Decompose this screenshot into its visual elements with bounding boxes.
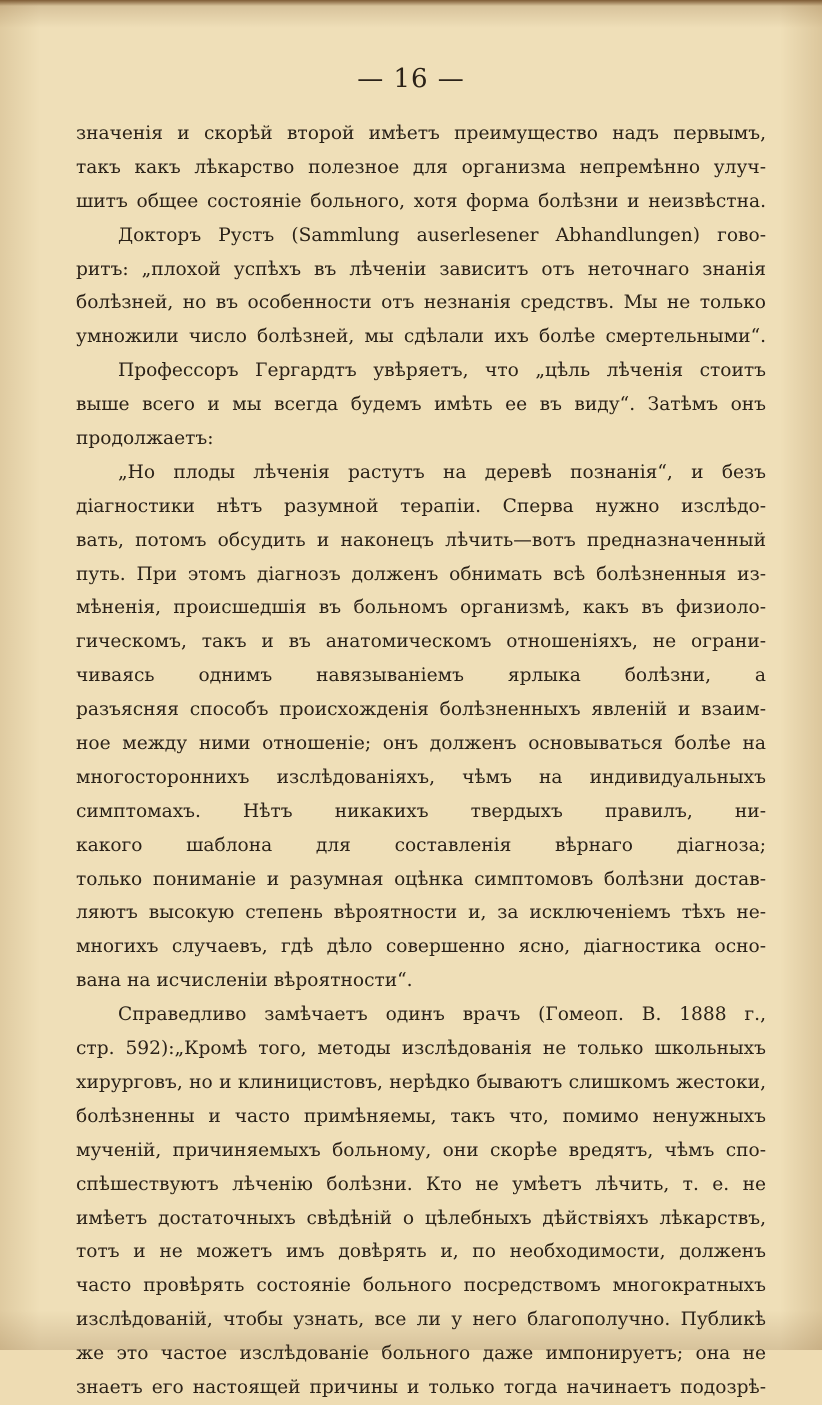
text-line: имѣетъ достаточныхъ свѣдѣній о цѣлебныхъ дѣйствіяхъ лѣкарствъ, xyxy=(76,1207,766,1229)
text-line: же это частое изслѣдованіе больного даже импонируетъ; она не xyxy=(76,1343,766,1365)
body-text xyxy=(76,117,766,1405)
text-line: путь. При этомъ діагнозъ долженъ обнимать всѣ болѣзненныя из- xyxy=(76,563,766,585)
text-line: болѣзненны и часто примѣняемы, такъ что, помимо ненужныхъ xyxy=(76,1105,766,1127)
text-line: шитъ общее состояніе больного, хотя форма болѣзни и неизвѣстна. xyxy=(76,190,766,212)
text-line: какого шаблона для составленія вѣрнаго діагноза; xyxy=(76,834,766,856)
text-line: діагностики нѣтъ разумной терапіи. Сперва нужно изслѣдо- xyxy=(76,495,766,517)
text-line: разъясняя способъ происхожденія болѣзненныхъ явленій и взаим- xyxy=(76,699,766,721)
text-line: мученій, причиняемыхъ больному, они скорѣе вредятъ, чѣмъ спо- xyxy=(76,1139,766,1161)
text-line: симптомахъ. Нѣтъ никакихъ твердыхъ правилъ, ни- xyxy=(76,800,766,822)
text-line: выше всего и мы всегда будемъ имѣть ее въ виду“. Затѣмъ онъ xyxy=(76,394,766,416)
text-line: ляютъ высокую степень вѣроятности и, за исключеніемъ тѣхъ не- xyxy=(76,902,766,924)
page-number: — 16 — xyxy=(357,64,465,94)
text-line: Докторъ Рустъ (Sammlung auserlesener Abhandlungen) гово- xyxy=(118,224,766,246)
text-line: вана на исчисленіи вѣроятности“. xyxy=(76,970,413,992)
text-line: вать, потомъ обсудить и наконецъ лѣчить—вотъ предназначенный xyxy=(76,529,766,551)
text-line: многихъ случаевъ, гдѣ дѣло совершенно ясно, діагностика осно- xyxy=(76,936,766,958)
text-line: гическомъ, такъ и въ анатомическомъ отношеніяхъ, не ограни- xyxy=(76,631,766,653)
text-line: ритъ: „плохой успѣхъ въ лѣченіи зависитъ отъ неточнаго знанія xyxy=(76,258,766,280)
text-line: знаетъ его настоящей причины и только тогда начинаетъ подозрѣ- xyxy=(76,1376,766,1398)
text-line: продолжаетъ: xyxy=(76,428,214,450)
text-line: многостороннихъ изслѣдованіяхъ, чѣмъ на индивидуальныхъ xyxy=(76,766,766,788)
text-line: умножили число болѣзней, мы сдѣлали ихъ болѣе смертельными“. xyxy=(76,326,766,348)
text-line: мѣненія, происшедшія въ больномъ организмѣ, какъ въ физиоло- xyxy=(76,597,766,619)
text-line: Справедливо замѣчаетъ одинъ врачъ (Гомеоп. В. 1888 г., xyxy=(118,1004,766,1026)
text-line: только пониманіе и разумная оцѣнка симптомовъ болѣзни достав- xyxy=(76,868,766,890)
text-line: часто провѣрять состояніе больного посредствомъ многократныхъ xyxy=(76,1275,766,1297)
page-top-edge xyxy=(0,0,822,6)
text-line: „Но плоды лѣченія растутъ на деревѣ познанія“, и безъ xyxy=(118,461,766,483)
text-line: ное между ними отношеніе; онъ долженъ основываться болѣе на xyxy=(76,733,766,755)
text-line: стр. 592):„Кромѣ того, методы изслѣдованія не только школьныхъ xyxy=(76,1038,766,1060)
text-line: хирурговъ, но и клиницистовъ, нерѣдко бываютъ слишкомъ жестоки, xyxy=(76,1071,766,1093)
text-line: спѣшествуютъ лѣченію болѣзни. Кто не умѣетъ лѣчить, т. е. не xyxy=(76,1173,766,1195)
text-line: Профессоръ Гергардтъ увѣряетъ, что „цѣль лѣченія стоитъ xyxy=(118,360,766,382)
text-line: чиваясь однимъ навязываніемъ ярлыка болѣзни, а xyxy=(76,665,766,687)
text-line: изслѣдованій, чтобы узнать, все ли у него благополучно. Публикѣ xyxy=(76,1309,766,1331)
text-line: болѣзней, но въ особенности отъ незнанія средствъ. Мы не только xyxy=(76,292,766,314)
text-line: такъ какъ лѣкарство полезное для организма непремѣнно улуч- xyxy=(76,156,766,178)
text-line: тотъ и не можетъ имъ довѣрять и, по необходимости, долженъ xyxy=(76,1241,766,1263)
text-line: значенія и скорѣй второй имѣетъ преимущество надъ первымъ, xyxy=(76,123,766,144)
